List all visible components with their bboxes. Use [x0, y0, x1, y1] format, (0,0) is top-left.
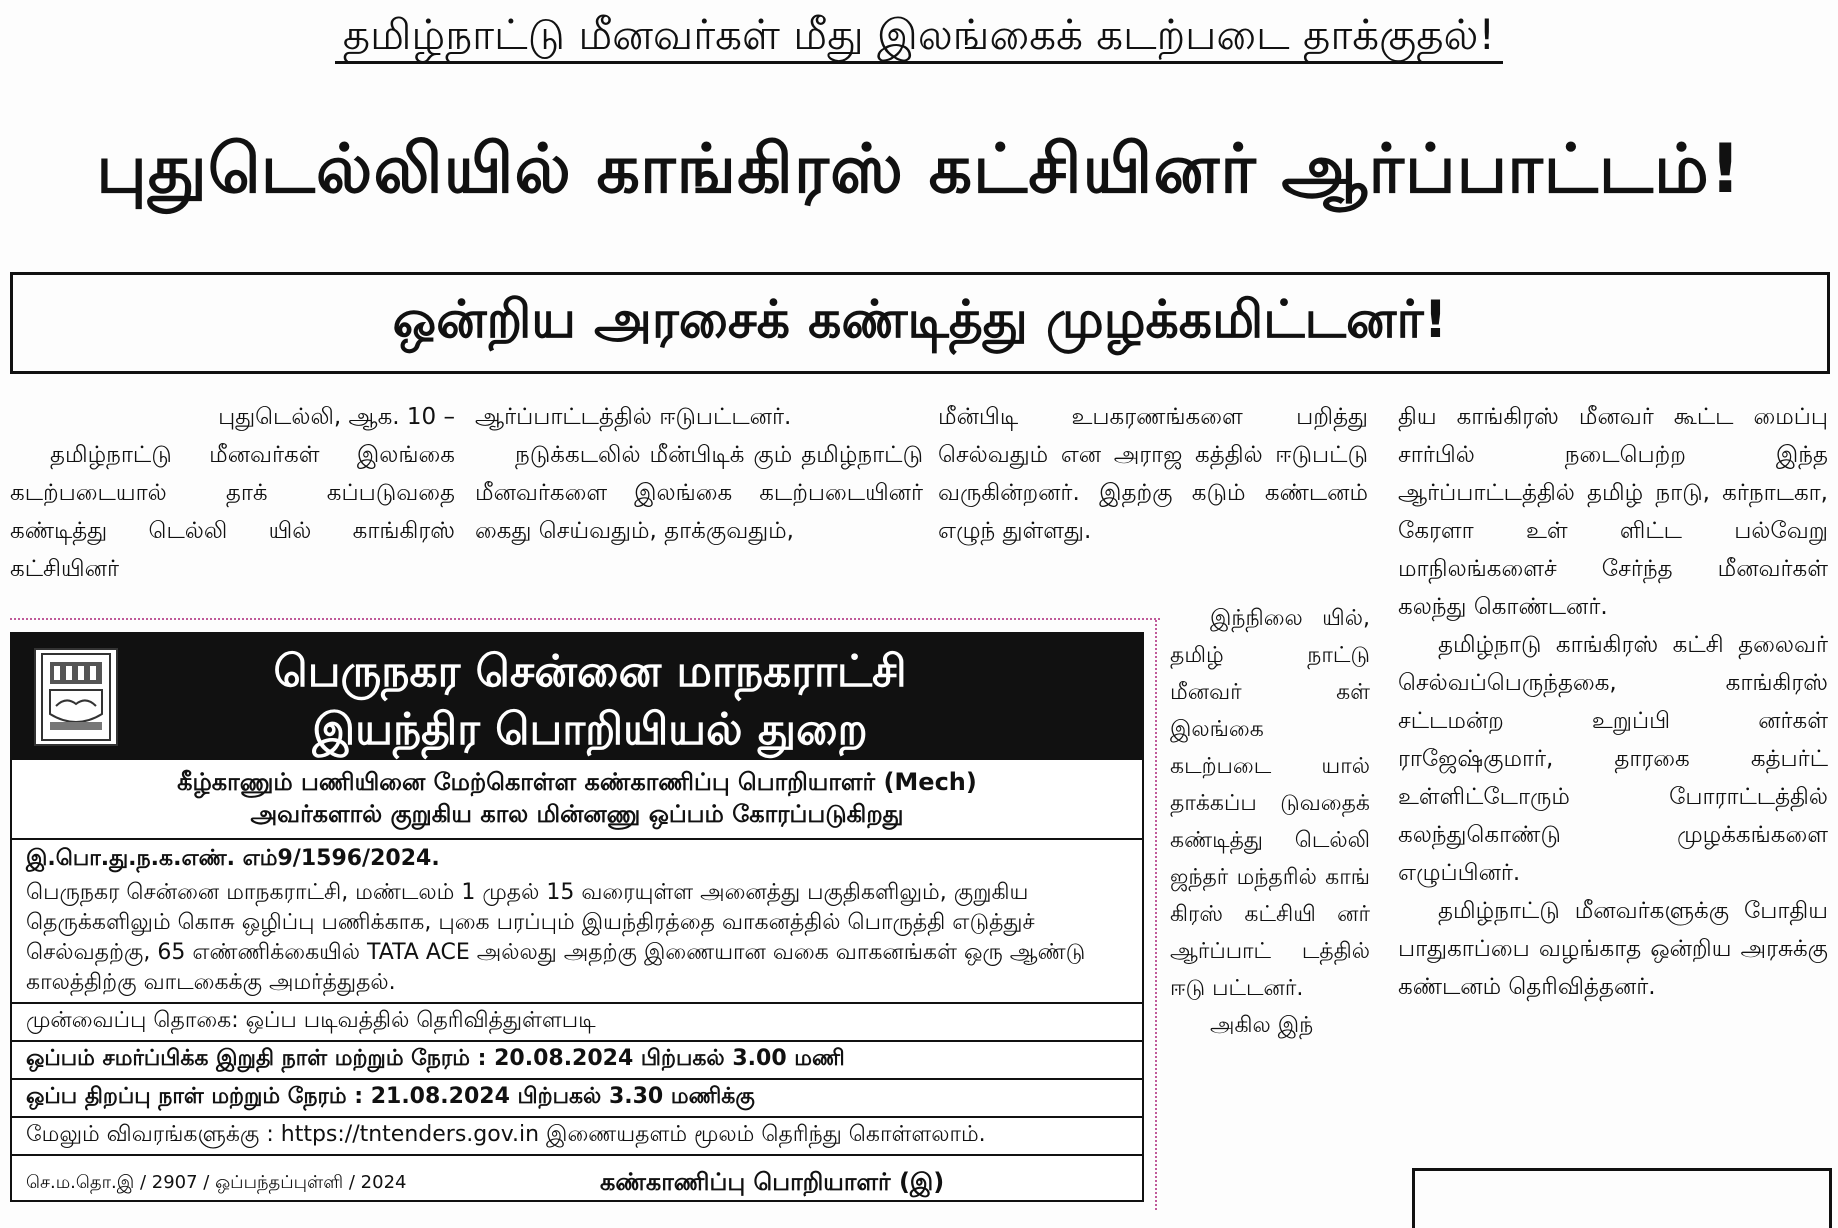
ad-more-info: மேலும் விவரங்களுக்கு : https://tntenders.gov.in இணையதளம் மூலம் தெரிந்து கொள்ளலாம்.	[26, 1122, 986, 1147]
headline: புதுடெல்லியில் காங்கிரஸ் கட்சியினர் ஆர்ப்பாட்டம்!	[96, 130, 1742, 209]
ad-rule	[12, 1078, 1142, 1080]
ad-opening-date: ஒப்ப திறப்பு நாள் மற்றும் நேரம் : 21.08.2024 பிற்பகல் 3.30 மணிக்கு	[26, 1084, 755, 1109]
ad-body-text: பெருநகர சென்னை மாநகராட்சி, மண்டலம் 1 முதல் 15 வரையுள்ள அனைத்து பகுதிகளிலும், குறுகிய தெருக்களிலும் கொசு ஒழிப்பு பணிக்காக, புகை பரப்பும் இயந்திரத்தை வாகனத்தில் பொருத்தி எடுத்துச் செல்வதற்கு, 65 எண்ணிக்கையில் TATA ACE அல்லது அதற்கு இணையான வகை வாகனங்கள் ஒரு ஆண்டு காலத்திற்கு வாடகைக்கு அமர்த்துதல்.	[26, 880, 1086, 995]
ad-subtitle	[12, 766, 1142, 830]
corporation-seal-icon	[34, 648, 118, 746]
kicker-text: தமிழ்நாட்டு மீனவர்கள் மீது இலங்கைக் கடற்படை தாக்குதல்!	[335, 10, 1504, 64]
ad-rule	[12, 1116, 1142, 1118]
ad-subtitle-line-2: அவர்களால் குறுகிய கால மின்னணு ஒப்பம் கோரப்படுகிறது	[250, 800, 904, 828]
ad-submission-deadline: ஒப்பம் சமர்ப்பிக்க இறுதி நாள் மற்றும் நேரம் : 20.08.2024 பிற்பகல் 3.00 மணி	[26, 1046, 845, 1071]
ad-deposit-line: முன்வைப்பு தொகை: ஒப்ப படிவத்தில் தெரிவித்துள்ளபடி	[26, 1008, 596, 1033]
article-column-4	[1398, 398, 1828, 1006]
paragraph: திய காங்கிரஸ் மீனவர் கூட்ட மைப்பு சார்பில் நடைபெற்ற இந்த ஆர்ப்பாட்டத்தில் தமிழ் நாடு, கர்நாடகா, கேரளா உள் ளிட்ட பல்வேறு மாநிலங்களைச் சேர்ந்த மீனவர்கள் கலந்து கொண்டனர்.	[1398, 404, 1828, 620]
subheading: ஒன்றிய அரசைக் கண்டித்து முழக்கமிட்டனர்!	[392, 290, 1448, 350]
paragraph: அகில இந்	[1210, 1013, 1314, 1038]
ad-rule	[12, 1040, 1142, 1042]
paragraph: நடுக்கடலில் மீன்பிடிக் கும் தமிழ்நாட்டு மீனவர்களை இலங்கை கடற்படையினர் கைது செய்வதும், தாக்குவதும்,	[475, 442, 923, 544]
ad-reference-number: இ.பொ.து.ந.க.எண். எம்9/1596/2024.	[26, 846, 440, 871]
paragraph: தமிழ்நாட்டு மீனவர்களுக்கு போதிய பாதுகாப்பை வழங்காத ஒன்றிய அரசுக்கு கண்டனம் தெரிவித்தனர்.	[1398, 898, 1828, 1000]
paragraph: தமிழ்நாட்டு மீனவர்கள் இலங்கை கடற்படையால் தாக் கப்படுவதை கண்டித்து டெல்லி யில் காங்கிரஸ் கட்சியினர்	[10, 442, 455, 582]
paragraph: மீன்பிடி உபகரணங்களை பறித்து செல்வதும் என அராஜ கத்தில் ஈடுபட்டு வருகின்றனர். இதற்கு கடும் கண்டனம் எழுந் துள்ளது.	[938, 404, 1368, 544]
ad-rule	[12, 1154, 1142, 1156]
dotted-divider	[1155, 620, 1157, 1210]
article-column-3-narrow	[1170, 600, 1370, 1044]
article-column-3	[938, 398, 1368, 550]
ad-rule	[12, 1002, 1142, 1004]
ad-title-line-1: பெருநகர சென்னை மாநகராட்சி	[273, 646, 907, 697]
dotted-divider	[10, 618, 1160, 620]
paragraph: ஆர்ப்பாட்டத்தில் ஈடுபட்டனர்.	[475, 404, 792, 430]
ad-subtitle-line-1: கீழ்காணும் பணியினை மேற்கொள்ள கண்காணிப்பு பொறியாளர் (Mech)	[177, 768, 977, 796]
article-column-2	[475, 398, 923, 550]
dateline: புதுடெல்லி, ஆக. 10 –	[218, 404, 455, 430]
ad-footer-reference: செ.ம.தொ.இ / 2907 / ஒப்பந்தப்புள்ளி / 2024	[26, 1172, 407, 1193]
article-column-1	[10, 398, 455, 588]
ad-footer-signatory: கண்காணிப்பு பொறியாளர் (இ)	[600, 1168, 945, 1196]
ad-title-line-2: இயந்திர பொறியியல் துறை	[312, 704, 868, 755]
next-article-box	[1412, 1168, 1832, 1228]
ad-rule	[12, 838, 1142, 840]
kicker-line	[0, 10, 1838, 65]
paragraph: இந்நிலை யில், தமிழ் நாட்டு மீனவர் கள் இலங்கை கடற்படை யால் தாக்கப்ப டுவதைக் கண்டித்து டெல்லி ஜந்தர் மந்தரில் காங் கிரஸ் கட்சியி னர் ஆர்ப்பாட் டத்தில் ஈடு பட்டனர்.	[1170, 606, 1370, 1001]
paragraph: தமிழ்நாடு காங்கிரஸ் கட்சி தலைவர் செல்வப்பெருந்தகை, காங்கிரஸ் சட்டமன்ற உறுப்பி னர்கள் ராஜேஷ்குமார், தாரகை கத்பர்ட் உள்ளிட்டோரும் போராட்டத்தில் கலந்துகொண்டு முழக்கங்களை எழுப்பினர்.	[1398, 632, 1828, 886]
